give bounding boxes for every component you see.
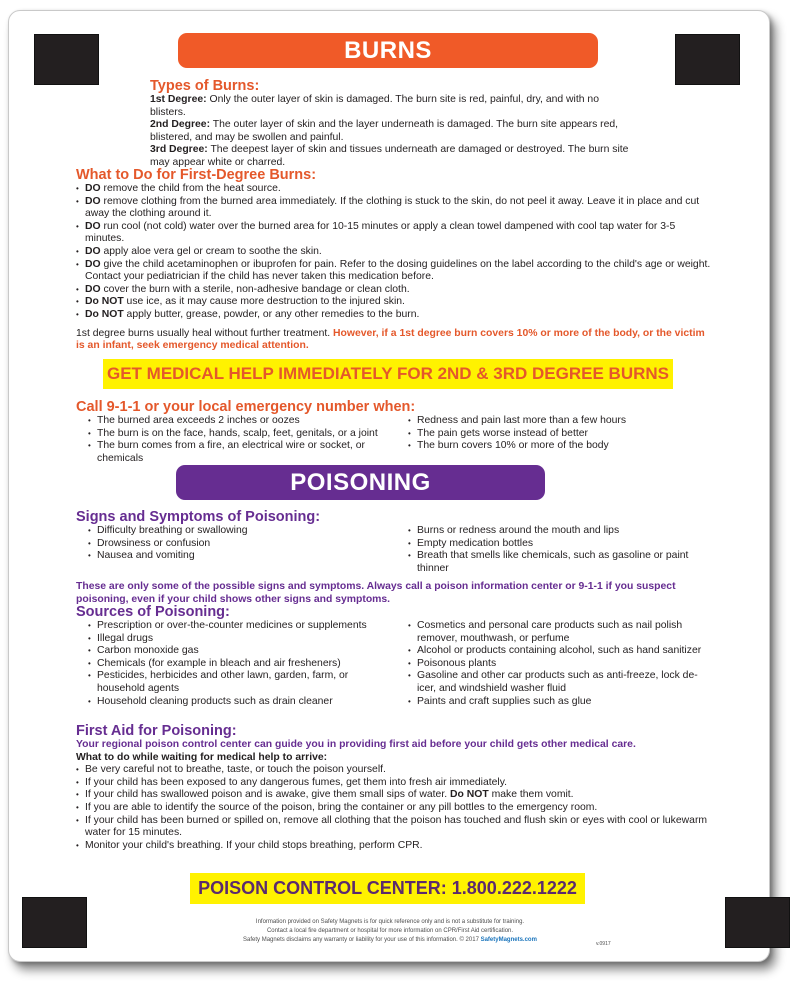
list-item: • DO run cool (not cold) water over the burned area for 10-15 minutes or apply a clean towel dampened with cool tap water for 3-5 minutes. [76, 221, 716, 246]
list-item: • DO remove the child from the heat source. [76, 183, 716, 196]
list-item: • Redness and pain last more than a few hours [408, 415, 716, 428]
list-item: • Household cleaning products such as drain cleaner [88, 696, 368, 709]
list-item: • DO apply aloe vera gel or cream to soothe the skin. [76, 246, 716, 259]
sources-list-left [76, 620, 368, 708]
list-item: • Prescription or over-the-counter medicines or supplements [88, 620, 368, 633]
types-of-burns-section [150, 78, 630, 170]
signs-note: These are only some of the possible signs and symptoms. Always call a poison information center or 9-1-1 if you suspect poisoning, even if your child shows other signs and symptoms. [76, 581, 676, 605]
list-item: • Paints and craft supplies such as glue [408, 696, 716, 709]
list-item: • Nausea and vomiting [88, 550, 408, 563]
list-item: • If you are able to identify the source of the poison, bring the container or any pill bottles to the emergency room. [76, 802, 716, 815]
list-item: • The burn comes from a fire, an electrical wire or socket, or chemicals [88, 440, 408, 465]
sources-list-right [368, 620, 716, 708]
list-item: • Difficulty breathing or swallowing [88, 525, 408, 538]
sources-heading: Sources of Poisoning: [76, 604, 230, 620]
list-item: • Monitor your child's breathing. If your child stops breathing, perform CPR. [76, 840, 716, 853]
list-item: • Carbon monoxide gas [88, 645, 368, 658]
list-item: • The pain gets worse instead of better [408, 428, 716, 441]
burn-type-3rd: 3rd Degree: The deepest layer of skin and tissues underneath are damaged or destroyed. The burn site may appear white or charred. [150, 144, 629, 168]
list-item: • Do NOT apply butter, grease, powder, or any other remedies to the burn. [76, 309, 716, 322]
list-item: • Breath that smells like chemicals, such as gasoline or paint thinner [408, 550, 716, 575]
list-item: • If your child has swallowed poison and is awake, give them small sips of water. Do NOT make them vomit. [76, 789, 716, 802]
signs-list-left [76, 525, 408, 575]
call-911-section [76, 399, 716, 465]
first-aid-intro: Your regional poison control center can guide you in providing first aid before your child gets other medical care. [76, 739, 636, 750]
list-item: • Alcohol or products containing alcohol, such as hand sanitizer [408, 645, 716, 658]
call-911-list-right [408, 415, 716, 465]
first-degree-note: 1st degree burns usually heal without further treatment. However, if a 1st degree burn covers 10% or more of the body, or the victim is an infant, seek emergency medical attention. [76, 327, 705, 352]
magnet-corner-top-left [34, 34, 99, 85]
first-aid-subheading: What to do while waiting for medical help to arrive: [76, 751, 328, 763]
list-item: • If your child has been burned or spilled on, remove all clothing that the poison has touched and flush skin or eyes with cool or lukewarm water for 15 minutes. [76, 815, 716, 840]
safetymagnets-link[interactable]: SafetyMagnets.com [480, 937, 537, 943]
burns-title-banner: BURNS [178, 33, 598, 68]
burn-type-1st: 1st Degree: Only the outer layer of skin is damaged. The burn site is red, painful, dry, and with no blisters. [150, 94, 599, 118]
list-item: • Be very careful not to breathe, taste, or touch the poison yourself. [76, 764, 716, 777]
types-of-burns-heading: Types of Burns: [150, 78, 260, 94]
burns-alert-banner: GET MEDICAL HELP IMMEDIATELY FOR 2ND & 3RD DEGREE BURNS [103, 359, 673, 389]
list-item: • The burn is on the face, hands, scalp, feet, genitals, or a joint [88, 428, 408, 441]
disclaimer-footer: Information provided on Safety Magnets is for quick reference only and is not a substitute for training. Contact a local fire department or hospital for more information on CPR/First Aid certification. Safety Magnets disclaims any warranty or liability for your use of this information. © 2017 SafetyMagnets.com [243, 919, 537, 943]
sources-section [76, 604, 716, 708]
version-label: v.0917 [596, 941, 611, 947]
list-item: • DO cover the burn with a sterile, non-adhesive bandage or clean cloth. [76, 284, 716, 297]
first-degree-heading: What to Do for First-Degree Burns: [76, 167, 317, 183]
call-911-list-left [76, 415, 408, 465]
list-item: • Empty medication bottles [408, 538, 716, 551]
list-item: • Cosmetics and personal care products such as nail polish remover, mouthwash, or perfume [408, 620, 716, 645]
first-aid-section [76, 723, 716, 852]
list-item: • If your child has been exposed to any dangerous fumes, get them into fresh air immediately. [76, 777, 716, 790]
signs-heading: Signs and Symptoms of Poisoning: [76, 509, 321, 525]
list-item: • The burned area exceeds 2 inches or oozes [88, 415, 408, 428]
first-aid-heading: First Aid for Poisoning: [76, 723, 237, 739]
list-item: • DO give the child acetaminophen or ibuprofen for pain. Refer to the dosing guidelines on the label according to the child's age or weight. Contact your pediatrician if the child has never taken this medication before. [76, 259, 716, 284]
poisoning-title-banner: POISONING [176, 465, 545, 500]
first-degree-warning: However, if a 1st degree burn covers 10% or more of the body, or the victim is an infant, seek emergency medical attention. [76, 327, 705, 352]
signs-list-right [408, 525, 716, 575]
burn-type-2nd: 2nd Degree: The outer layer of skin and the layer underneath is damaged. The burn site appears red, blistered, and may be swollen and painful. [150, 119, 619, 143]
call-911-heading: Call 9-1-1 or your local emergency number when: [76, 399, 416, 415]
list-item: • Drowsiness or confusion [88, 538, 408, 551]
list-item: • Burns or redness around the mouth and lips [408, 525, 716, 538]
list-item: • Pesticides, herbicides and other lawn, garden, farm, or household agents [88, 670, 368, 695]
signs-section [76, 509, 716, 607]
first-degree-section [76, 167, 716, 353]
first-degree-list [76, 183, 716, 322]
list-item: • Illegal drugs [88, 633, 368, 646]
list-item: • DO remove clothing from the burned area immediately. If the clothing is stuck to the skin, do not peel it away. Leave it in place and cut away the clothing around it. [76, 196, 716, 221]
magnet-corner-bottom-left [22, 897, 87, 948]
list-item: • The burn covers 10% or more of the body [408, 440, 716, 453]
list-item: • Chemicals (for example in bleach and air fresheners) [88, 658, 368, 671]
magnet-corner-top-right [675, 34, 740, 85]
list-item: • Poisonous plants [408, 658, 716, 671]
poison-control-hotline-banner: POISON CONTROL CENTER: 1.800.222.1222 [190, 873, 585, 904]
list-item: • Do NOT use ice, as it may cause more destruction to the injured skin. [76, 296, 716, 309]
magnet-corner-bottom-right [725, 897, 790, 948]
list-item: • Gasoline and other car products such as anti-freeze, lock de-icer, and windshield washer fluid [408, 670, 716, 695]
first-aid-list [76, 764, 716, 852]
